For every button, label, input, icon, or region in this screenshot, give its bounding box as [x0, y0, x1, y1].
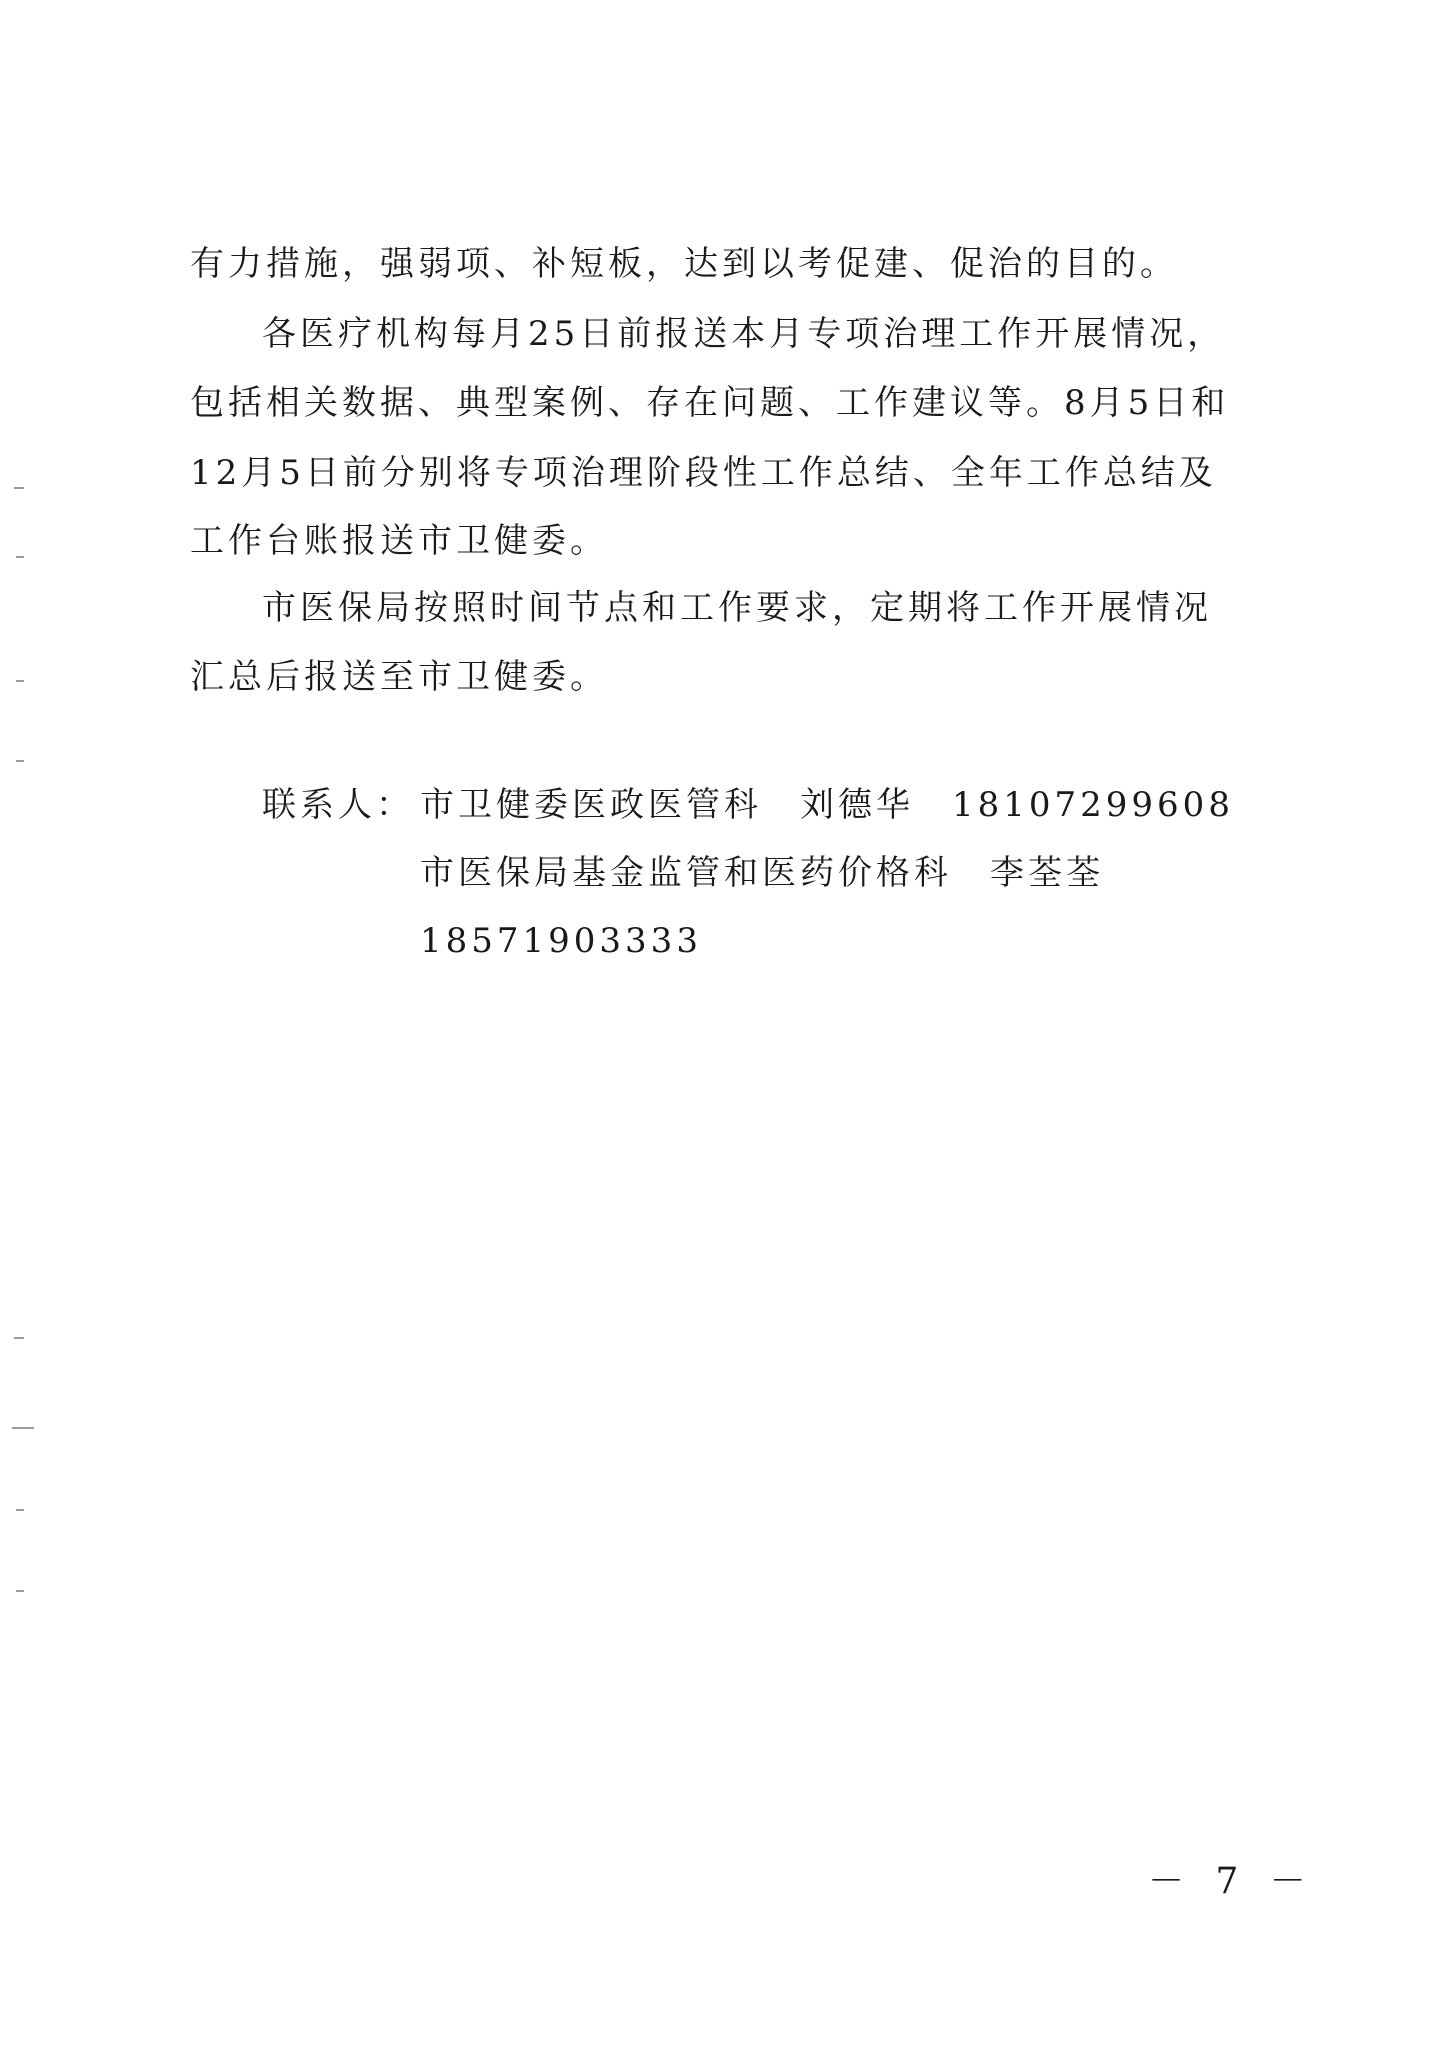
- scan-mark: [14, 487, 24, 489]
- scan-mark: [14, 1337, 24, 1339]
- paragraph-3-line-2: 汇总后报送至市卫健委。: [190, 657, 608, 697]
- page-number: － 7 －: [1148, 1861, 1316, 1902]
- paragraph-2-line-3: 12月5日前分别将专项治理阶段性工作总结、全年工作总结及: [190, 453, 1217, 493]
- paragraph-1-line-1: 有力措施，强弱项、补短板，达到以考促建、促治的目的。: [190, 244, 1178, 284]
- contact-second: 市医保局基金监管和医药价格科 李荃荃: [420, 853, 1104, 893]
- scan-mark: [16, 1509, 24, 1511]
- scan-mark: [16, 556, 24, 558]
- paragraph-2-line-4: 工作台账报送市卫健委。: [190, 521, 608, 561]
- scan-mark: [16, 1590, 24, 1592]
- paragraph-2-line-1: 各医疗机构每月25日前报送本月专项治理工作开展情况，: [262, 314, 1226, 354]
- contact-first: 市卫健委医政医管科 刘德华 18107299608: [420, 785, 1234, 825]
- contact-label: 联系人：: [262, 785, 414, 825]
- paragraph-2-line-2: 包括相关数据、典型案例、存在问题、工作建议等。8月5日和: [190, 383, 1230, 423]
- scan-mark: [16, 680, 24, 682]
- contact-third: 18571903333: [420, 921, 702, 961]
- paragraph-3-line-1: 市医保局按照时间节点和工作要求，定期将工作开展情况: [262, 588, 1212, 628]
- scan-mark: [16, 760, 24, 762]
- scan-mark: [12, 1427, 34, 1429]
